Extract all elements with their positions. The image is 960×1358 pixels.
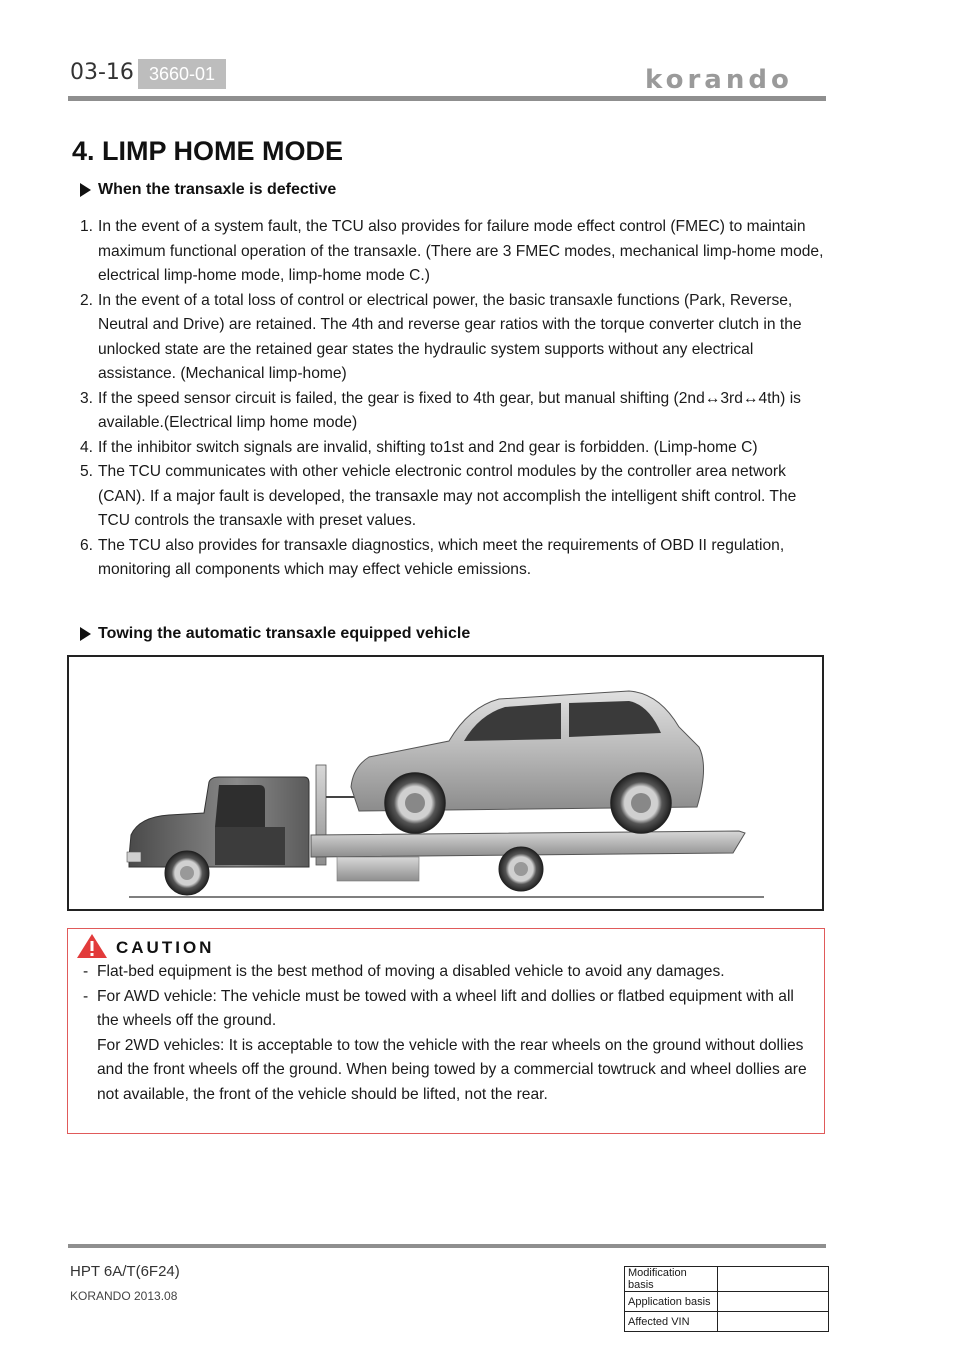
list-item [72,289,832,387]
caution-list [80,960,815,1107]
list-item [80,960,815,985]
list-item [72,436,832,461]
table-row [625,1267,829,1292]
warning-triangle-icon [76,933,108,959]
item-text: Flat-bed equipment is the best method of moving a disabled vehicle to avoid any damages. [97,963,725,980]
item-text: In the event of a total loss of control or electrical power, the basic transaxle functions (Park, Reverse, Neutral and Drive) are retained. The 4th and reverse gear ratios with the torque converter clutch in the unlocked state are the retained gear states the hydraulic system supports without any electrical assistance. (Mechanical limp-home) [98,291,802,382]
triangle-bullet-icon [80,627,91,641]
footer-doc-id: KORANDO 2013.08 [70,1289,178,1303]
item-number: 2. [80,291,94,309]
list-item [72,215,832,289]
item-number: 4. [80,438,94,456]
list-item [72,534,832,583]
caution-title: CAUTION [116,938,215,957]
item-text: If the inhibitor switch signals are invalid, shifting to1st and 2nd gear is forbidden. (Limp-home C) [98,438,758,456]
table-row [625,1292,829,1312]
flatbed-truck-illustration [69,657,822,909]
modification-table [624,1266,829,1332]
page-title: 4. LIMP HOME MODE [72,136,344,166]
list-item [80,1034,815,1108]
item-number: 3. [80,389,94,407]
defect-list [72,215,832,583]
list-item [72,460,832,534]
item-text: The TCU also provides for transaxle diagnostics, which meet the requirements of OBD II regulation, monitoring all components which may effect vehicle emissions. [98,536,785,578]
korando-logo [645,66,827,92]
section-heading-defective: When the transaxle is defective [98,181,337,198]
item-text: For AWD vehicle: The vehicle must be towed with a wheel lift and dollies or flatbed equipment with all the wheels off the ground. [97,987,794,1029]
table-row [625,1312,829,1332]
table-cell-value [718,1292,829,1312]
item-text: In the event of a system fault, the TCU also provides for failure mode effect control (FMEC) to maintain maximum functional operation of the transaxle. (There are 3 FMEC modes, mechanical limp-home mode, electrical limp-home mode, limp-home mode C.) [98,218,824,284]
triangle-bullet-icon [80,183,91,197]
item-number: 6. [80,536,94,554]
header-rule [68,96,826,101]
page-number: 03-16 [70,60,134,85]
item-number: 1. [80,218,94,235]
item-text: The TCU communicates with other vehicle electronic control modules by the controller area network (CAN). If a major fault is developed, the transaxle may not accomplish the intelligent shift control. The TCU controls the transaxle with preset values. [98,463,797,529]
towing-illustration [67,655,824,911]
table-cell-value [718,1312,829,1332]
footer-rule [68,1244,826,1248]
section-code-badge: 3660-01 [138,59,226,89]
bullet-dash: - [83,963,89,980]
bullet-dash: - [83,987,89,1005]
table-cell-value [718,1267,829,1292]
section-heading-towing: Towing the automatic transaxle equipped vehicle [98,625,471,642]
table-cell-label: Modification basis [625,1267,718,1292]
list-item [80,985,815,1034]
table-cell-label: Affected VIN [625,1312,718,1332]
brand-text: korando [645,66,793,92]
item-number: 5. [80,463,94,480]
item-text: For 2WD vehicles: It is acceptable to tow the vehicle with the rear wheels on the ground without dollies and the front wheels off the ground. When being towed by a commercial towtruck and wheel dollies are not available, the front of the vehicle should be lifted, not the rear. [97,1036,807,1103]
footer-model: HPT 6A/T(6F24) [70,1263,180,1280]
table-cell-label: Application basis [625,1292,718,1312]
item-text: If the speed sensor circuit is failed, the gear is fixed to 4th gear, but manual shifting (2nd↔3rd↔4th) is available.(Electrical limp home mode) [98,389,801,431]
list-item [72,387,832,436]
